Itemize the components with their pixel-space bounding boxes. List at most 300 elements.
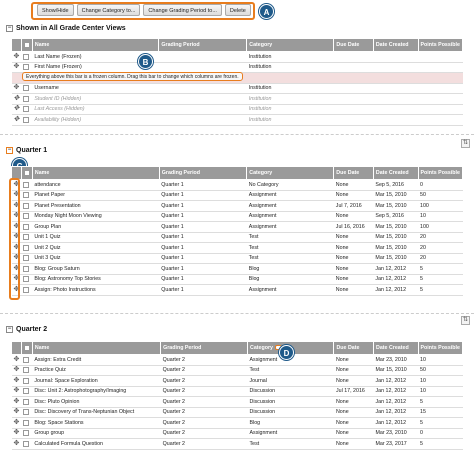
row-checkbox-cell (21, 190, 32, 201)
change-grading-period-button[interactable]: Change Grading Period to... (143, 4, 222, 16)
cell-category: Assignment (248, 355, 334, 366)
cell-points: 100 (418, 201, 462, 212)
cell-period: Quarter 2 (161, 386, 248, 397)
move-icon: ✥ (13, 180, 20, 188)
cell-due (334, 83, 373, 94)
cell-period: Quarter 2 (161, 407, 248, 418)
cell-points: 10 (418, 386, 463, 397)
cell-created (373, 115, 418, 126)
header-checkbox (21, 167, 32, 180)
column-header-label: Points Possible (420, 345, 460, 351)
table-row (12, 211, 463, 222)
drag-handle[interactable] (12, 428, 22, 439)
quarter-1-table (11, 166, 463, 296)
cell-name: Group group (32, 428, 160, 439)
cell-points: 15 (418, 407, 463, 418)
row-checkbox-cell (21, 52, 32, 63)
drag-handle[interactable] (12, 83, 22, 94)
row-checkbox[interactable] (23, 367, 29, 373)
table-row (12, 104, 463, 115)
cell-due: None (334, 190, 374, 201)
table-row (12, 201, 463, 212)
cell-created: Mar 15, 2010 (373, 222, 418, 233)
cell-category: Test (247, 232, 334, 243)
row-checkbox-cell (21, 428, 32, 439)
collapse-toggle-icon[interactable]: − (7, 326, 12, 332)
table-row (12, 376, 463, 387)
cell-name: Journal: Space Exploration (32, 376, 160, 387)
cell-created: Mar 15, 2010 (374, 365, 419, 376)
cell-points: 5 (418, 439, 463, 450)
section-divider (0, 134, 474, 135)
drag-handle[interactable] (12, 355, 22, 366)
frozen-column-bar[interactable]: Everything above this bar is a frozen column. Drag this bar to change which columns are frozen. (22, 72, 243, 81)
cell-created (373, 94, 418, 105)
cell-category: Discussion (248, 407, 334, 418)
cell-name: Disc: Pluto Opinion (32, 397, 160, 408)
move-icon: ✥ (13, 212, 20, 220)
row-checkbox[interactable] (23, 441, 29, 447)
row-checkbox[interactable] (23, 96, 29, 102)
row-checkbox[interactable] (23, 420, 29, 426)
cell-name: Planet Paper (32, 190, 159, 201)
row-checkbox[interactable] (23, 378, 29, 384)
row-checkbox-cell (21, 355, 32, 366)
move-icon: ✥ (13, 52, 20, 60)
cell-period: Quarter 1 (159, 201, 247, 212)
cell-period: Quarter 2 (161, 428, 248, 439)
table-row (12, 386, 463, 397)
callout-a: A (259, 4, 274, 19)
column-header-label: Name (34, 42, 50, 48)
move-icon: ✥ (13, 191, 20, 199)
cell-name: Group Plan (32, 222, 159, 233)
row-checkbox[interactable] (23, 234, 29, 240)
cell-name: Practice Quiz (32, 365, 160, 376)
column-header-label: Name (34, 170, 50, 176)
column-header[interactable] (334, 167, 374, 180)
cell-name: Blog: Space Stations (32, 418, 160, 429)
row-checkbox[interactable] (23, 117, 29, 123)
cell-points: 5 (418, 274, 462, 285)
table-row (12, 397, 463, 408)
move-icon: ✥ (13, 439, 20, 447)
cell-due: Jul 17, 2016 (334, 386, 374, 397)
cell-name: attendance (32, 180, 159, 191)
cell-due: None (334, 418, 374, 429)
row-checkbox-cell (21, 211, 32, 222)
table-row (12, 439, 463, 450)
cell-due: Jul 7, 2016 (334, 201, 374, 212)
cell-created: Sep 5, 2016 (373, 211, 418, 222)
table-row (12, 52, 463, 63)
cell-created: Mar 15, 2010 (373, 232, 418, 243)
select-all-checkbox[interactable] (24, 42, 30, 48)
column-header-label: Category (249, 170, 273, 176)
row-checkbox[interactable] (23, 182, 29, 188)
cell-due: None (334, 439, 374, 450)
cell-period: Quarter 2 (161, 418, 248, 429)
cell-period: Quarter 1 (159, 180, 247, 191)
move-icon: ✥ (13, 222, 20, 230)
row-checkbox[interactable] (23, 54, 29, 60)
cell-name: Last Access (Hidden) (32, 104, 159, 115)
cell-created (373, 52, 418, 63)
move-icon: ✥ (13, 275, 20, 283)
cell-created: Jan 12, 2012 (374, 418, 419, 429)
cell-name: Assign: Extra Credit (32, 355, 160, 366)
table-row (12, 285, 463, 296)
column-header[interactable] (159, 39, 247, 52)
drag-handle[interactable] (12, 439, 22, 450)
cell-category: Discussion (248, 397, 334, 408)
column-header-label: Points Possible (420, 42, 460, 48)
cell-due: None (334, 253, 374, 264)
cell-category: Journal (248, 376, 334, 387)
drag-handle[interactable] (12, 397, 22, 408)
cell-due: None (334, 232, 374, 243)
column-header[interactable] (334, 342, 374, 355)
move-icon: ✥ (13, 115, 20, 123)
cell-created: Jan 12, 2012 (374, 397, 419, 408)
cell-category: Test (248, 439, 334, 450)
table-row (12, 428, 463, 439)
column-header[interactable] (373, 167, 418, 180)
drag-handle[interactable] (12, 104, 22, 115)
cell-points: 10 (418, 211, 462, 222)
select-all-checkbox[interactable] (24, 345, 30, 351)
row-checkbox-cell (21, 274, 32, 285)
cell-name: Unit 1 Quiz (32, 232, 159, 243)
drag-handle[interactable] (12, 115, 22, 126)
cell-points: 20 (418, 243, 462, 254)
move-icon: ✥ (13, 397, 20, 405)
cell-category: Institution (247, 52, 334, 63)
section-options-icon[interactable]: ⇅ (462, 317, 469, 323)
cell-created: Jan 12, 2012 (373, 285, 418, 296)
section-q1-header (6, 147, 47, 154)
cell-period: Quarter 1 (159, 264, 247, 275)
cell-period: Quarter 2 (161, 365, 248, 376)
cell-period (159, 115, 247, 126)
cell-points (418, 62, 463, 73)
row-checkbox-cell (21, 104, 32, 115)
section-divider (0, 313, 474, 314)
drag-handle[interactable] (12, 386, 22, 397)
cell-category: Assignment (248, 428, 334, 439)
move-icon: ✥ (13, 84, 20, 92)
drag-handle[interactable] (12, 407, 22, 418)
row-checkbox-cell (21, 201, 32, 212)
cell-period (159, 62, 247, 73)
cell-name: Unit 2 Quiz (32, 243, 159, 254)
move-icon: ✥ (13, 285, 20, 293)
column-header-label: Points Possible (420, 170, 460, 176)
cell-points: 10 (418, 376, 463, 387)
row-checkbox[interactable] (23, 388, 29, 394)
show-hide-button[interactable]: Show/Hide (37, 4, 74, 16)
row-checkbox-cell (21, 243, 32, 254)
cell-category: Assignment (247, 222, 334, 233)
move-icon: ✥ (13, 105, 20, 113)
table-row (12, 274, 463, 285)
move-icon: ✥ (13, 366, 20, 374)
row-checkbox-cell (21, 180, 32, 191)
table-row (12, 62, 463, 73)
section-q2-header (6, 326, 47, 333)
move-icon: ✥ (13, 418, 20, 426)
cell-name: Blog: Astronomy Top Stories (32, 274, 159, 285)
cell-created (373, 62, 418, 73)
cell-due (334, 52, 373, 63)
drag-handle[interactable] (12, 94, 22, 105)
move-icon: ✥ (13, 233, 20, 241)
cell-points: 5 (418, 418, 463, 429)
cell-due: None (334, 407, 374, 418)
row-checkbox-cell (21, 439, 32, 450)
row-checkbox[interactable] (23, 357, 29, 363)
cell-due: None (334, 355, 374, 366)
row-checkbox[interactable] (23, 255, 29, 261)
cell-points: 10 (418, 355, 463, 366)
cell-period (159, 83, 247, 94)
cell-due: None (334, 180, 374, 191)
cell-name: Calculated Formula Question (32, 439, 160, 450)
cell-period: Quarter 2 (161, 355, 248, 366)
row-checkbox[interactable] (23, 287, 29, 293)
column-header[interactable] (159, 167, 247, 180)
cell-period: Quarter 1 (159, 211, 247, 222)
cell-created: Mar 15, 2010 (373, 190, 418, 201)
column-header[interactable] (247, 167, 334, 180)
cell-name: Planet Presentation (32, 201, 159, 212)
cell-points (418, 83, 463, 94)
column-header-label: Date Created (375, 170, 409, 176)
cell-category: Assignment (247, 285, 334, 296)
row-checkbox[interactable] (23, 399, 29, 405)
row-checkbox-cell (21, 407, 32, 418)
cell-created: Jan 12, 2012 (374, 386, 419, 397)
table-row (12, 115, 463, 126)
row-checkbox-cell (21, 285, 32, 296)
column-header[interactable] (374, 342, 419, 355)
cell-points: 100 (418, 222, 462, 233)
row-checkbox-cell (21, 397, 32, 408)
cell-period: Quarter 2 (161, 397, 248, 408)
column-header[interactable] (247, 39, 334, 52)
cell-category: Assignment (247, 201, 334, 212)
drag-handle[interactable] (12, 52, 22, 63)
cell-created: Mar 15, 2010 (373, 253, 418, 264)
collapse-toggle-icon[interactable]: − (7, 25, 12, 31)
move-icon: ✥ (13, 254, 20, 262)
row-checkbox[interactable] (23, 203, 29, 209)
row-checkbox[interactable] (23, 276, 29, 282)
row-checkbox[interactable] (23, 64, 29, 70)
cell-due: None (334, 365, 374, 376)
cell-created: Sep 5, 2016 (373, 180, 418, 191)
callout-b: B (138, 54, 153, 69)
column-header[interactable] (334, 39, 373, 52)
row-checkbox-cell (21, 376, 32, 387)
table-row (12, 222, 463, 233)
row-checkbox-cell (21, 115, 32, 126)
row-checkbox[interactable] (23, 266, 29, 272)
delete-button[interactable]: Delete (225, 4, 251, 16)
row-checkbox[interactable] (23, 224, 29, 230)
cell-points (418, 104, 463, 115)
cell-points: 20 (418, 232, 462, 243)
section-options-icon[interactable]: ⇅ (462, 140, 469, 146)
cell-due: None (334, 428, 374, 439)
column-header-label: Grading Period (161, 42, 200, 48)
cell-due (334, 94, 373, 105)
table-row (12, 190, 463, 201)
column-header[interactable] (32, 39, 159, 52)
section-q1-title: Quarter 1 (16, 147, 48, 154)
cell-name: Disc: Unit 2: Astrophotography/Imaging (32, 386, 160, 397)
cell-points (418, 115, 463, 126)
section-all-title: Shown in All Grade Center Views (16, 25, 126, 32)
cell-due: None (334, 274, 374, 285)
cell-created: Jan 12, 2012 (373, 274, 418, 285)
column-header-label: Category (250, 345, 273, 351)
column-header-label: Due Date (336, 42, 360, 48)
table-row (12, 264, 463, 275)
column-header[interactable] (32, 167, 159, 180)
cell-created: Jan 12, 2012 (373, 264, 418, 275)
cell-period (159, 104, 247, 115)
column-header[interactable] (373, 39, 418, 52)
cell-category: Institution (247, 104, 334, 115)
move-icon: ✥ (13, 94, 20, 102)
select-all-checkbox[interactable] (24, 170, 30, 176)
cell-period: Quarter 1 (159, 253, 247, 264)
cell-points: 0 (418, 428, 463, 439)
cell-category: Institution (247, 83, 334, 94)
header-handle (12, 342, 22, 355)
column-header-label: Date Created (376, 345, 409, 351)
column-header[interactable] (418, 39, 463, 52)
column-header[interactable] (161, 342, 248, 355)
cell-created: Jan 12, 2012 (374, 376, 419, 387)
cell-category: Discussion (248, 386, 334, 397)
move-icon: ✥ (13, 387, 20, 395)
cell-due (334, 115, 373, 126)
column-header[interactable] (418, 167, 462, 180)
table-row (12, 83, 463, 94)
column-header[interactable] (418, 342, 463, 355)
cell-category: Blog (248, 418, 334, 429)
column-header-label: Grading Period (163, 345, 202, 351)
cell-name: Blog: Group Saturn (32, 264, 159, 275)
move-icon: ✥ (13, 63, 20, 71)
row-checkbox[interactable] (23, 85, 29, 91)
cell-category: Blog (247, 264, 334, 275)
move-icon: ✥ (13, 408, 20, 416)
row-checkbox-cell (21, 253, 32, 264)
cell-points: 50 (418, 365, 463, 376)
cell-created: Mar 23, 2010 (374, 428, 419, 439)
column-header-label: Due Date (336, 170, 360, 176)
cell-points: 0 (418, 180, 462, 191)
row-checkbox[interactable] (23, 106, 29, 112)
move-icon: ✥ (13, 243, 20, 251)
cell-due: Jul 16, 2016 (334, 222, 374, 233)
cell-created: Mar 23, 2017 (374, 439, 419, 450)
cell-points: 5 (418, 397, 463, 408)
move-icon: ✥ (13, 264, 20, 272)
drag-handle[interactable] (12, 376, 22, 387)
cell-name: Disc: Discovery of Trans-Neptunian Object (32, 407, 160, 418)
cell-name: Last Name (Frozen) (32, 52, 159, 63)
cell-name: Student ID (Hidden) (32, 94, 159, 105)
cell-points (418, 52, 463, 63)
drag-handle[interactable] (12, 365, 22, 376)
cell-due: None (334, 211, 374, 222)
table-row (12, 407, 463, 418)
move-icon: ✥ (13, 201, 20, 209)
cell-period: Quarter 1 (159, 243, 247, 254)
cell-category: Blog (247, 274, 334, 285)
table-row (12, 232, 463, 243)
table-row (12, 418, 463, 429)
row-checkbox[interactable] (23, 409, 29, 415)
row-checkbox-cell (21, 83, 32, 94)
change-category-button[interactable]: Change Category to... (77, 4, 141, 16)
callout-d: D (279, 345, 294, 360)
cell-created: Mar 23, 2010 (374, 355, 419, 366)
cell-category: Institution (247, 94, 334, 105)
cell-category: Test (248, 365, 334, 376)
cell-due (334, 104, 373, 115)
cell-name: Unit 3 Quiz (32, 253, 159, 264)
cell-period (159, 52, 247, 63)
table-row (12, 253, 463, 264)
section-q2-title: Quarter 2 (16, 326, 48, 333)
cell-period: Quarter 1 (159, 274, 247, 285)
collapse-toggle-icon[interactable]: − (7, 147, 12, 153)
header-checkbox (21, 39, 32, 52)
table-row (12, 365, 463, 376)
row-checkbox[interactable] (23, 213, 29, 219)
row-checkbox[interactable] (23, 430, 29, 436)
cell-points: 20 (418, 253, 462, 264)
row-checkbox[interactable] (23, 245, 29, 251)
cell-period: Quarter 2 (161, 376, 248, 387)
drag-handle[interactable] (12, 62, 22, 73)
table-row (12, 355, 463, 366)
cell-name: Availability (Hidden) (32, 115, 159, 126)
toolbar-highlight (31, 2, 255, 20)
cell-category: Test (247, 253, 334, 264)
cell-created: Jan 12, 2012 (374, 407, 419, 418)
drag-handle[interactable] (12, 418, 22, 429)
cell-due: None (334, 285, 374, 296)
cell-points (418, 94, 463, 105)
column-header[interactable] (32, 342, 160, 355)
cell-created (373, 104, 418, 115)
section-all-header (6, 25, 126, 32)
cell-name: Monday Night Moon Viewing (32, 211, 159, 222)
cell-period (159, 94, 247, 105)
move-icon: ✥ (13, 376, 20, 384)
cell-points: 50 (418, 190, 462, 201)
row-checkbox[interactable] (23, 192, 29, 198)
cell-category: Assignment (247, 190, 334, 201)
cell-category: Assignment (247, 211, 334, 222)
table-row (12, 180, 463, 191)
